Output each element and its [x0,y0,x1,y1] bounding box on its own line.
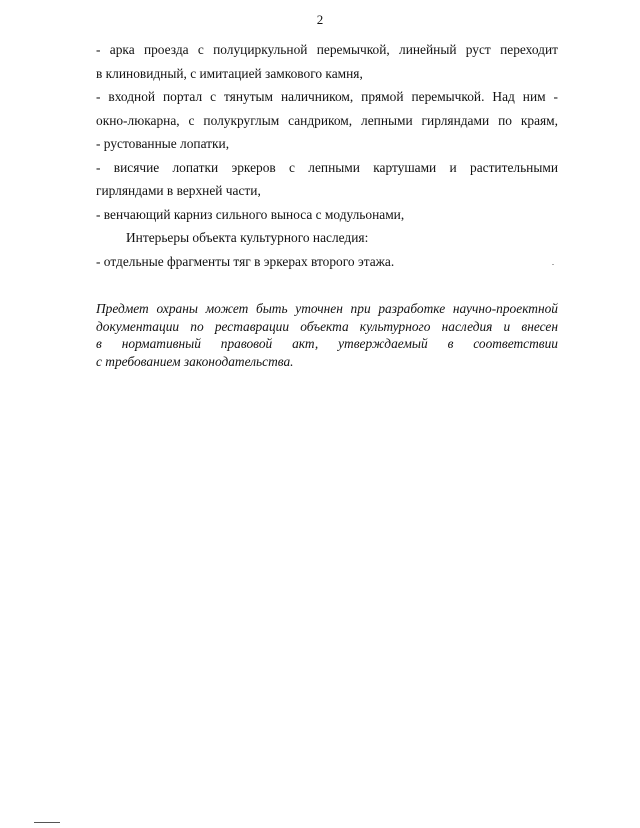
document-body [96,38,558,273]
text-line-8: - венчающий карниз сильного выноса с модульонами, [96,206,405,222]
note-line-2: документации по реставрации объекта культурного наследия и внесен [96,318,558,334]
text-line-7: гирляндами в верхней части, [96,183,261,198]
dot-mark [552,264,554,265]
text-line-5: - рустованные лопатки, [96,136,230,151]
note-block [96,300,558,370]
text-line-10: - отдельные фрагменты тяг в эркерах второго этажа. [96,253,395,269]
page-number: 2 [316,12,324,27]
text-line-4: окно-люкарна, с полукруглым сандриком, лепными гирляндами по краям, [96,112,558,128]
bottom-mark [34,822,60,823]
section-heading-interiors: Интерьеры объекта культурного наследия: [126,230,369,245]
text-line-6: - висячие лопатки эркеров с лепными картушами и растительными [96,159,558,175]
text-line-3: - входной портал с тянутым наличником, прямой перемычкой. Над ним - [96,89,558,104]
note-line-1: Предмет охраны может быть уточнен при разработке научно-проектной [96,301,558,316]
note-line-3: в нормативный правовой акт, утверждаемый в соответствии [96,336,558,351]
text-line-1: - арка проезда с полуциркульной перемычкой, линейный руст переходит [96,42,558,57]
text-line-2: в клиновидный, с имитацией замкового камня, [96,65,363,81]
note-line-4: с требованием законодательства. [96,353,294,369]
